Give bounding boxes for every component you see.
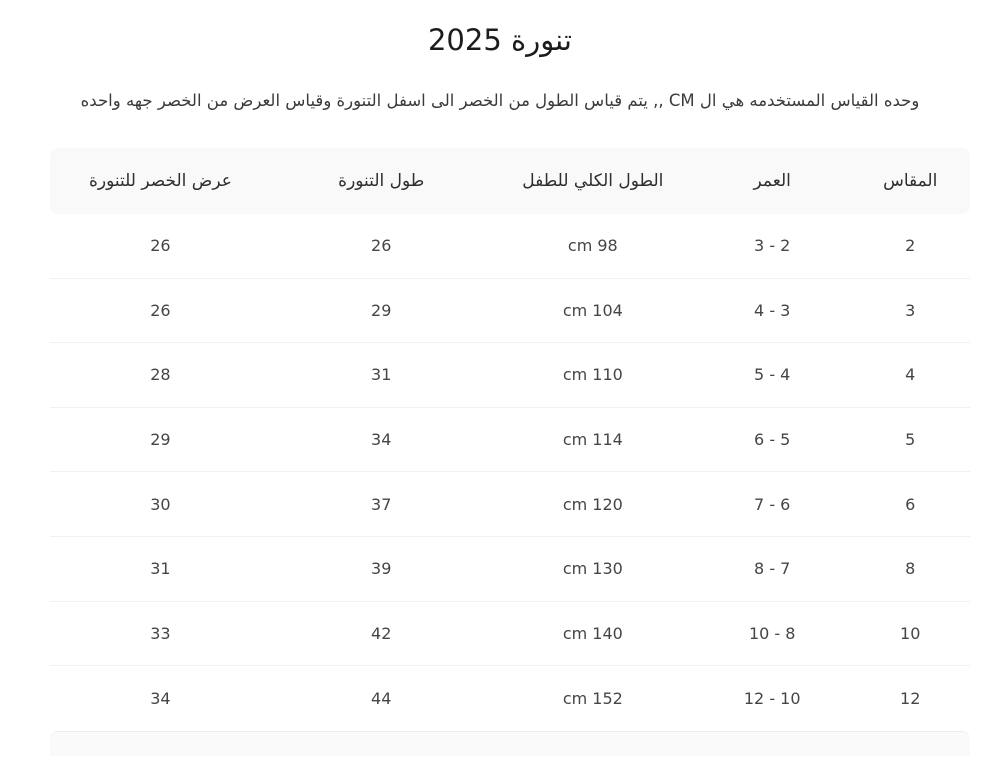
cell-age: 12 - 10 [743,688,801,708]
table-row [50,408,970,473]
cell-size: 12 [900,688,921,708]
cell-age: 7 - 6 [754,494,791,514]
cell-waist-width: 29 [150,430,171,450]
cell-waist-width: 30 [150,494,171,514]
column-header-age: العمر [753,171,791,191]
cell-waist-width: 34 [150,688,171,708]
cell-child-height: cm 104 [562,300,623,320]
cell-size: 6 [905,494,916,514]
cell-size: 2 [905,236,916,256]
cell-size: 3 [905,300,916,320]
cell-age: 10 - 8 [748,623,796,643]
cell-child-height: cm 114 [562,430,623,450]
size-table [50,148,970,731]
table-row [50,279,970,344]
cell-skirt-length: 31 [371,365,392,385]
cell-waist-width: 31 [150,559,171,579]
cell-age: 3 - 2 [754,236,791,256]
cell-waist-width: 33 [150,623,171,643]
cell-waist-width: 26 [150,236,171,256]
cell-skirt-length: 42 [371,623,392,643]
table-header-row [50,148,970,214]
cell-skirt-length: 37 [371,494,392,514]
cell-waist-width: 26 [150,300,171,320]
cell-size: 10 [900,623,921,643]
measurement-note: وحده القياس المستخدمه هي ال CM ,, يتم قياس الطول من الخصر الى اسفل التنورة وقياس العرض من الخصر جهه واحده [80,91,920,110]
column-header-waist-width: عرض الخصر للتنورة [89,171,232,191]
cell-child-height: cm 130 [562,559,623,579]
cell-skirt-length: 34 [371,430,392,450]
cell-child-height: cm 140 [562,623,623,643]
table-row [50,537,970,602]
cell-child-height: cm 120 [562,494,623,514]
cell-child-height: cm 152 [562,688,623,708]
cell-size: 4 [905,365,916,385]
cell-size: 5 [905,430,916,450]
cell-child-height: cm 110 [562,365,623,385]
page-title: تنورة 2025 [427,23,573,57]
cell-skirt-length: 44 [371,688,392,708]
table-row [50,214,970,279]
cell-child-height: cm 98 [567,236,618,256]
table-row [50,472,970,537]
cell-waist-width: 28 [150,365,171,385]
cell-age: 6 - 5 [754,430,791,450]
next-section-band [50,731,970,756]
column-header-skirt-length: طول التنورة [338,171,425,191]
cell-age: 4 - 3 [754,300,791,320]
table-row [50,666,970,731]
cell-size: 8 [905,559,916,579]
table-row [50,602,970,667]
column-header-child-height: الطول الكلي للطفل [522,171,664,191]
cell-skirt-length: 29 [371,300,392,320]
cell-age: 8 - 7 [754,559,791,579]
cell-skirt-length: 26 [371,236,392,256]
table-row [50,343,970,408]
column-header-size: المقاس [883,171,938,191]
cell-age: 5 - 4 [754,365,791,385]
cell-skirt-length: 39 [371,559,392,579]
